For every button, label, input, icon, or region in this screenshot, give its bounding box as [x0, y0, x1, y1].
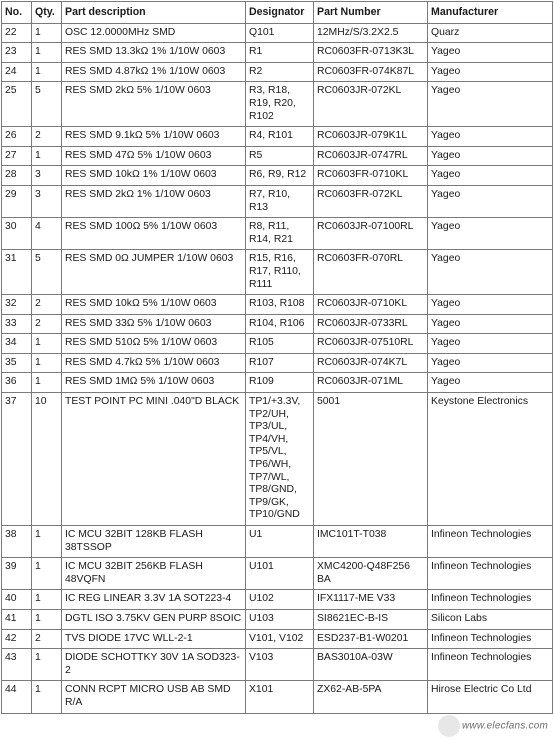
watermark — [438, 715, 548, 737]
cell-qty: 1 — [32, 43, 62, 63]
cell-designator: R109 — [246, 373, 314, 393]
cell-part-number: XMC4200-Q48F256 BA — [314, 558, 428, 590]
cell-no: 25 — [2, 82, 32, 127]
table-row — [2, 629, 553, 649]
cell-manufacturer: Infineon Technologies — [428, 526, 553, 558]
cell-designator: R6, R9, R12 — [246, 166, 314, 186]
cell-manufacturer: Keystone Electronics — [428, 393, 553, 526]
cell-manufacturer: Infineon Technologies — [428, 590, 553, 610]
cell-designator: U101 — [246, 558, 314, 590]
header-no: No. — [2, 2, 32, 24]
cell-manufacturer: Yageo — [428, 353, 553, 373]
cell-qty: 2 — [32, 629, 62, 649]
table-row — [2, 393, 553, 526]
cell-no: 34 — [2, 334, 32, 354]
table-row — [2, 649, 553, 681]
cell-part-description: TEST POINT PC MINI .040"D BLACK — [62, 393, 246, 526]
cell-manufacturer: Infineon Technologies — [428, 629, 553, 649]
cell-qty: 1 — [32, 23, 62, 43]
table-row — [2, 590, 553, 610]
cell-qty: 1 — [32, 62, 62, 82]
cell-part-number: 5001 — [314, 393, 428, 526]
cell-part-number: RC0603FR-0713K3L — [314, 43, 428, 63]
cell-part-number: RC0603FR-070RL — [314, 250, 428, 295]
cell-designator: R8, R11, R14, R21 — [246, 218, 314, 250]
cell-manufacturer: Yageo — [428, 146, 553, 166]
cell-part-description: IC REG LINEAR 3.3V 1A SOT223-4 — [62, 590, 246, 610]
cell-qty: 10 — [32, 393, 62, 526]
cell-part-description: CONN RCPT MICRO USB AB SMD R/A — [62, 681, 246, 713]
header-part-number: Part Number — [314, 2, 428, 24]
cell-manufacturer: Yageo — [428, 334, 553, 354]
watermark-logo-icon — [438, 715, 460, 737]
cell-designator: R103, R108 — [246, 295, 314, 315]
cell-no: 30 — [2, 218, 32, 250]
cell-manufacturer: Yageo — [428, 314, 553, 334]
cell-part-number: RC0603JR-0747RL — [314, 146, 428, 166]
cell-manufacturer: Yageo — [428, 250, 553, 295]
cell-no: 43 — [2, 649, 32, 681]
table-row — [2, 218, 553, 250]
header-part-description: Part description — [62, 2, 246, 24]
cell-qty: 1 — [32, 681, 62, 713]
cell-manufacturer: Silicon Labs — [428, 609, 553, 629]
cell-manufacturer: Yageo — [428, 295, 553, 315]
cell-qty: 5 — [32, 250, 62, 295]
cell-designator: R4, R101 — [246, 127, 314, 147]
table-row — [2, 43, 553, 63]
cell-part-number: RC0603JR-071ML — [314, 373, 428, 393]
header-qty: Qty. — [32, 2, 62, 24]
cell-qty: 1 — [32, 146, 62, 166]
cell-designator: V103 — [246, 649, 314, 681]
cell-part-description: RES SMD 510Ω 5% 1/10W 0603 — [62, 334, 246, 354]
cell-no: 38 — [2, 526, 32, 558]
cell-manufacturer: Hirose Electric Co Ltd — [428, 681, 553, 713]
cell-part-description: RES SMD 10kΩ 1% 1/10W 0603 — [62, 166, 246, 186]
cell-qty: 1 — [32, 649, 62, 681]
cell-qty: 3 — [32, 185, 62, 217]
cell-manufacturer: Yageo — [428, 62, 553, 82]
cell-manufacturer: Quarz — [428, 23, 553, 43]
cell-designator: R107 — [246, 353, 314, 373]
table-row — [2, 185, 553, 217]
cell-part-number: RC0603FR-072KL — [314, 185, 428, 217]
cell-manufacturer: Yageo — [428, 43, 553, 63]
cell-part-description: RES SMD 33Ω 5% 1/10W 0603 — [62, 314, 246, 334]
cell-designator: U102 — [246, 590, 314, 610]
cell-no: 42 — [2, 629, 32, 649]
header-manufacturer: Manufacturer — [428, 2, 553, 24]
table-body — [2, 23, 553, 713]
cell-designator: X101 — [246, 681, 314, 713]
cell-manufacturer: Yageo — [428, 166, 553, 186]
cell-no: 26 — [2, 127, 32, 147]
cell-part-description: RES SMD 100Ω 5% 1/10W 0603 — [62, 218, 246, 250]
cell-part-description: RES SMD 2kΩ 5% 1/10W 0603 — [62, 82, 246, 127]
cell-part-description: IC MCU 32BIT 128KB FLASH 38TSSOP — [62, 526, 246, 558]
cell-no: 22 — [2, 23, 32, 43]
cell-designator: U1 — [246, 526, 314, 558]
cell-no: 37 — [2, 393, 32, 526]
table-row — [2, 295, 553, 315]
cell-part-description: RES SMD 2kΩ 1% 1/10W 0603 — [62, 185, 246, 217]
cell-part-description: RES SMD 47Ω 5% 1/10W 0603 — [62, 146, 246, 166]
cell-part-number: RC0603JR-07100RL — [314, 218, 428, 250]
cell-designator: R1 — [246, 43, 314, 63]
cell-part-description: RES SMD 4.7kΩ 5% 1/10W 0603 — [62, 353, 246, 373]
cell-no: 40 — [2, 590, 32, 610]
cell-part-number: RC0603JR-072KL — [314, 82, 428, 127]
cell-manufacturer: Yageo — [428, 185, 553, 217]
cell-no: 33 — [2, 314, 32, 334]
table-header-row — [2, 2, 553, 24]
cell-no: 39 — [2, 558, 32, 590]
table-row — [2, 62, 553, 82]
cell-designator: R15, R16, R17, R110, R111 — [246, 250, 314, 295]
cell-part-description: RES SMD 4.87kΩ 1% 1/10W 0603 — [62, 62, 246, 82]
cell-qty: 1 — [32, 373, 62, 393]
cell-part-number: RC0603JR-079K1L — [314, 127, 428, 147]
cell-no: 36 — [2, 373, 32, 393]
cell-manufacturer: Yageo — [428, 127, 553, 147]
cell-qty: 2 — [32, 314, 62, 334]
cell-designator: R104, R106 — [246, 314, 314, 334]
table-row — [2, 250, 553, 295]
table-row — [2, 609, 553, 629]
table-row — [2, 353, 553, 373]
cell-manufacturer: Yageo — [428, 373, 553, 393]
cell-qty: 1 — [32, 590, 62, 610]
cell-qty: 1 — [32, 526, 62, 558]
cell-no: 32 — [2, 295, 32, 315]
cell-part-number: RC0603JR-074K7L — [314, 353, 428, 373]
watermark-text: www.elecfans.com — [461, 720, 548, 732]
cell-qty: 1 — [32, 334, 62, 354]
cell-no: 44 — [2, 681, 32, 713]
cell-qty: 4 — [32, 218, 62, 250]
cell-part-number: SI8621EC-B-IS — [314, 609, 428, 629]
table-row — [2, 681, 553, 713]
cell-part-number: RC0603JR-0710KL — [314, 295, 428, 315]
table-row — [2, 146, 553, 166]
table-row — [2, 526, 553, 558]
cell-manufacturer: Infineon Technologies — [428, 558, 553, 590]
table-row — [2, 558, 553, 590]
cell-no: 28 — [2, 166, 32, 186]
cell-qty: 1 — [32, 353, 62, 373]
cell-part-description: RES SMD 0Ω JUMPER 1/10W 0603 — [62, 250, 246, 295]
cell-manufacturer: Yageo — [428, 218, 553, 250]
cell-part-number: RC0603FR-074K87L — [314, 62, 428, 82]
cell-part-number: BAS3010A-03W — [314, 649, 428, 681]
cell-part-number: RC0603JR-07510RL — [314, 334, 428, 354]
cell-part-number: IFX1117-ME V33 — [314, 590, 428, 610]
cell-qty: 3 — [32, 166, 62, 186]
cell-part-number: ESD237-B1-W0201 — [314, 629, 428, 649]
cell-qty: 5 — [32, 82, 62, 127]
cell-part-number: IMC101T-T038 — [314, 526, 428, 558]
cell-no: 31 — [2, 250, 32, 295]
cell-part-number: RC0603JR-0733RL — [314, 314, 428, 334]
cell-no: 29 — [2, 185, 32, 217]
cell-designator: Q101 — [246, 23, 314, 43]
cell-no: 35 — [2, 353, 32, 373]
cell-qty: 2 — [32, 127, 62, 147]
table-row — [2, 334, 553, 354]
cell-designator: R2 — [246, 62, 314, 82]
cell-part-number: ZX62-AB-5PA — [314, 681, 428, 713]
table-row — [2, 373, 553, 393]
cell-designator: U103 — [246, 609, 314, 629]
cell-part-description: OSC 12.0000MHz SMD — [62, 23, 246, 43]
cell-manufacturer: Yageo — [428, 82, 553, 127]
header-designator: Designator — [246, 2, 314, 24]
cell-no: 23 — [2, 43, 32, 63]
cell-part-description: RES SMD 10kΩ 5% 1/10W 0603 — [62, 295, 246, 315]
cell-no: 41 — [2, 609, 32, 629]
bom-table — [1, 1, 553, 714]
cell-part-description: TVS DIODE 17VC WLL-2-1 — [62, 629, 246, 649]
cell-designator: R3, R18, R19, R20, R102 — [246, 82, 314, 127]
cell-part-description: IC MCU 32BIT 256KB FLASH 48VQFN — [62, 558, 246, 590]
cell-no: 27 — [2, 146, 32, 166]
table-row — [2, 314, 553, 334]
cell-part-description: RES SMD 1MΩ 5% 1/10W 0603 — [62, 373, 246, 393]
cell-part-number: RC0603FR-0710KL — [314, 166, 428, 186]
cell-manufacturer: Infineon Technologies — [428, 649, 553, 681]
cell-qty: 1 — [32, 609, 62, 629]
cell-designator: V101, V102 — [246, 629, 314, 649]
cell-part-description: DIODE SCHOTTKY 30V 1A SOD323-2 — [62, 649, 246, 681]
table-row — [2, 82, 553, 127]
cell-part-description: DGTL ISO 3.75KV GEN PURP 8SOIC — [62, 609, 246, 629]
cell-no: 24 — [2, 62, 32, 82]
cell-part-number: 12MHz/S/3.2X2.5 — [314, 23, 428, 43]
cell-designator: R105 — [246, 334, 314, 354]
cell-part-description: RES SMD 13.3kΩ 1% 1/10W 0603 — [62, 43, 246, 63]
table-row — [2, 166, 553, 186]
cell-designator: TP1/+3.3V, TP2/UH, TP3/UL, TP4/VH, TP5/VL, TP6/WH, TP7/WL, TP8/GND, TP9/GK, TP10/GND — [246, 393, 314, 526]
cell-qty: 2 — [32, 295, 62, 315]
cell-part-description: RES SMD 9.1kΩ 5% 1/10W 0603 — [62, 127, 246, 147]
cell-qty: 1 — [32, 558, 62, 590]
table-row — [2, 127, 553, 147]
cell-designator: R7, R10, R13 — [246, 185, 314, 217]
cell-designator: R5 — [246, 146, 314, 166]
table-row — [2, 23, 553, 43]
